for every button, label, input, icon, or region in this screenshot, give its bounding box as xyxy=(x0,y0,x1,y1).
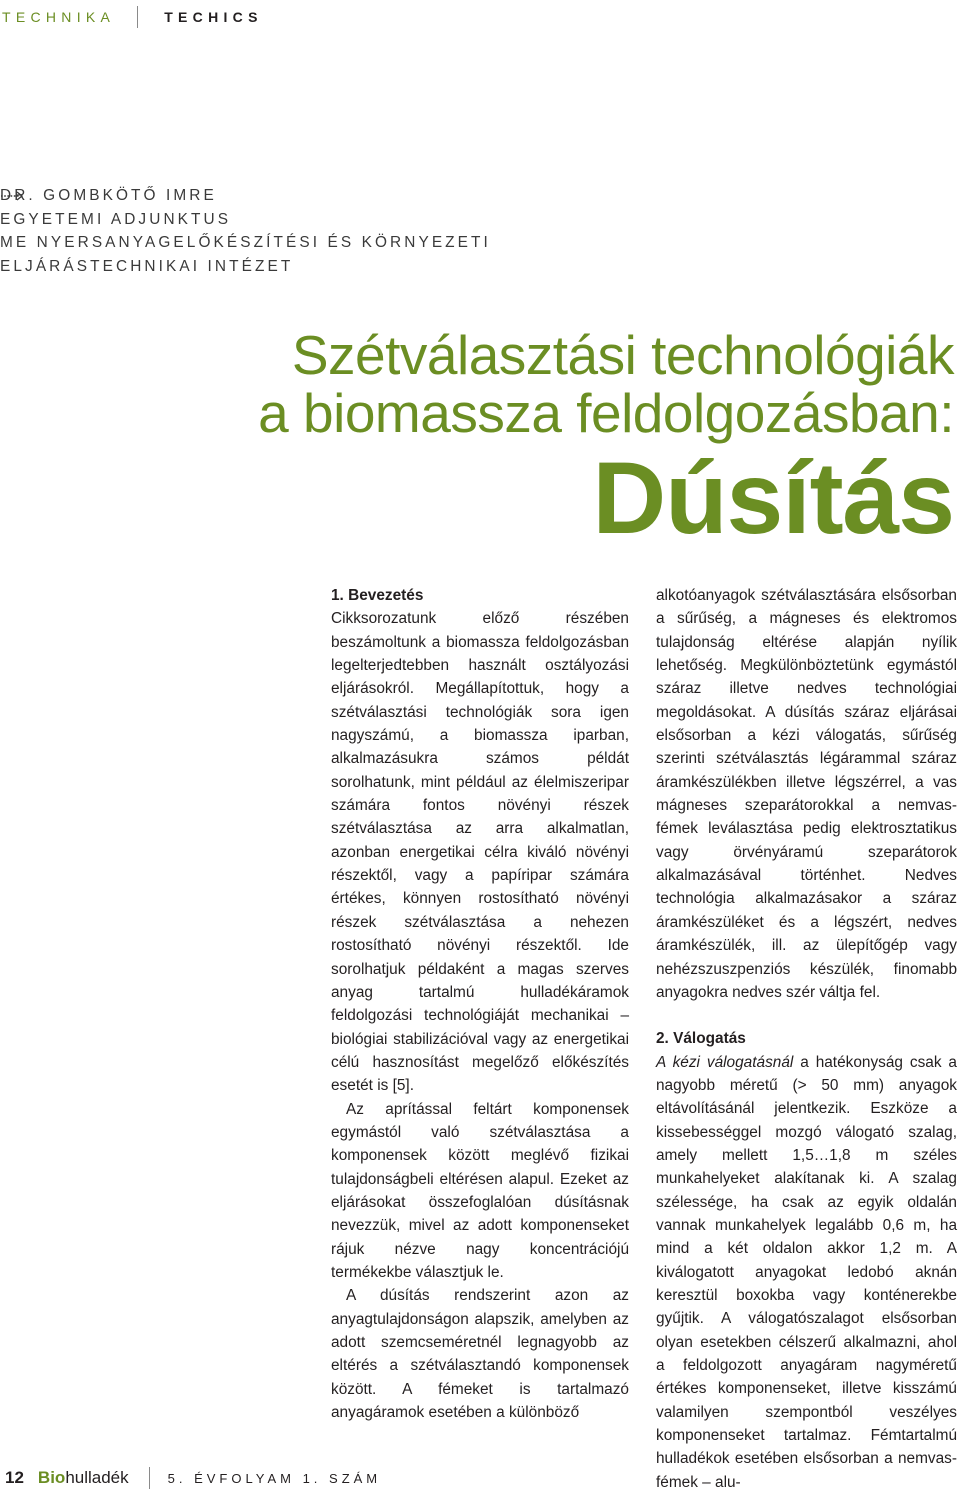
title-keyword: Dúsítás xyxy=(592,441,954,555)
issue-label: 5. ÉVFOLYAM 1. SZÁM xyxy=(167,1470,382,1486)
author-position: EGYETEMI ADJUNKTUS xyxy=(0,210,232,228)
author-institute-line1: ME NYERSANYAGELŐKÉSZÍTÉSI ÉS KÖRNYEZETI xyxy=(0,234,491,251)
paragraph-sorting-1-text: a hatékonyság csak a nagyobb méretű (> 50 mm) anyagok eltávolításánál jelentkezik. Eszköze a kissebességgel mozgó válogató szalag, amely mellett 1,5…1,8 m széles munkahelyeket alakítanak ki. A szalag szélessége, ha csak az egyik oldalán vannak munkahelyek legalább 0,6 m, ha mind a két oldalon akkor 1,2 m. A kiválogatott anyagokat ledobó aknán keresztül boxokba vagy konténerekbe gyűjtik. A válogatószalagot elsősorban olyan esetekben célszerű alkalmazni, ahol a feldolgozott anyagáram nagyméretű értékes komponenseket, illetve kisszámú valamilyen szempontból veszélyes komponenseket tartalmaz. Fémtartalmú hulladékok esetében elsősorban a nemvas-fémek – alu- xyxy=(656,1053,957,1491)
footer-divider xyxy=(149,1467,150,1489)
italic-term: A kézi válogatásnál xyxy=(656,1053,794,1071)
section-heading-sorting: 2. Válogatás xyxy=(656,1030,746,1048)
paragraph-intro-2: Az aprítással feltárt komponensek egymástól való szétválasztása a komponensek között meglévő fizikai tulajdonságbeli eltérésen alapul. Ezeket az eljárásokat összefoglalóan dúsításnak nevezzük, mivel az adott komponenseket rájuk nézve nagy koncentrációjú termékekbe választjuk le. xyxy=(331,1100,629,1281)
paragraph-intro-3: A dúsítás rendszerint azon az anyagtulajdonságon alapszik, amelyben az adott szemcseméretnél legnagyobb az eltérés a szétválasztandó komponensek között. A fémeket is tartalmazó anyagáramok esetében a különböző xyxy=(331,1287,629,1422)
page-footer xyxy=(0,1466,381,1490)
magazine-logo: Biohulladék xyxy=(37,1468,129,1487)
page-number: 12 xyxy=(5,1468,24,1487)
paragraph-intro-3-continued: alkotóanyagok szétválasztására elsősorban a sűrűség, a mágneses és elektromos tulajdonság eltérése alapján nyílik lehetőség. Megkülönböztetünk egymástól száraz illetve nedves technológiai megoldásokat. A dúsítás száraz eljárásai elsősorban a kézi válogatás, sűrűség szerinti szétválasztás légárammal száraz áramkészülékben illetve légszérrel, a vas mágneses szeparátorokkal a nemvas-fémek leválasztása pedig elektrosztatikus vagy örvényáramú szeparátorok alkalmazásával történhet. Nedves technológia alkalmazásakor a száraz áramkészüléket és a légszért, nedves áramkészülék, ill. az ülepítőgép vagy nehézszuszpenziós készülék, finomabb anyagokra nedves szér váltja fel. xyxy=(656,587,957,1001)
article-column-left xyxy=(331,584,629,1424)
paragraph-sorting-1 xyxy=(656,1051,957,1491)
article-column-right xyxy=(656,584,957,1491)
section-label-hu: TECHNIKA xyxy=(2,9,116,25)
title-line-1: Szétválasztási technológiák xyxy=(291,324,954,386)
paragraph-intro-1: Cikksorozatunk előző részében beszámoltunk a biomassza feldolgozásban legelterjedtebben használt osztályozási eljárásokról. Megállapítottuk, hogy a szétválasztási technológiák sora igen nagyszámú, a biomassza iparban, alkalmazásukra számos példát sorolhatunk, mint például az élelmiszeripar számára fontos növényi részek szétválasztása az arra alkalmatlan, azonban energetikai célra kiváló növényi részektől, vagy a papíripar számára értékes, könnyen rostosítható növényi részek szétválasztása a nehezen rostosítható növényi részektől. Ide sorolhatjuk példaként a magas szerves anyag tartalmú hulladékáramok feldolgozási technológiáját mechanikai – biológiai stabilizációval vagy az energetikai célú hasznosítást megelőző előkészítés esetét is [5]. xyxy=(331,610,629,1095)
author-institute-line2: ELJÁRÁSTECHNIKAI INTÉZET xyxy=(0,257,294,275)
title-line-2: a biomassza feldolgozásban: xyxy=(258,382,954,444)
author-block xyxy=(0,184,491,278)
running-header xyxy=(0,6,263,28)
section-label-en: TECHICS xyxy=(164,9,263,25)
header-divider xyxy=(137,6,138,28)
dotted-arrow-icon xyxy=(0,190,26,202)
author-name: DR. GOMBKÖTŐ IMRE xyxy=(0,187,217,204)
article-title xyxy=(258,324,954,555)
section-heading-introduction: 1. Bevezetés xyxy=(331,587,424,604)
